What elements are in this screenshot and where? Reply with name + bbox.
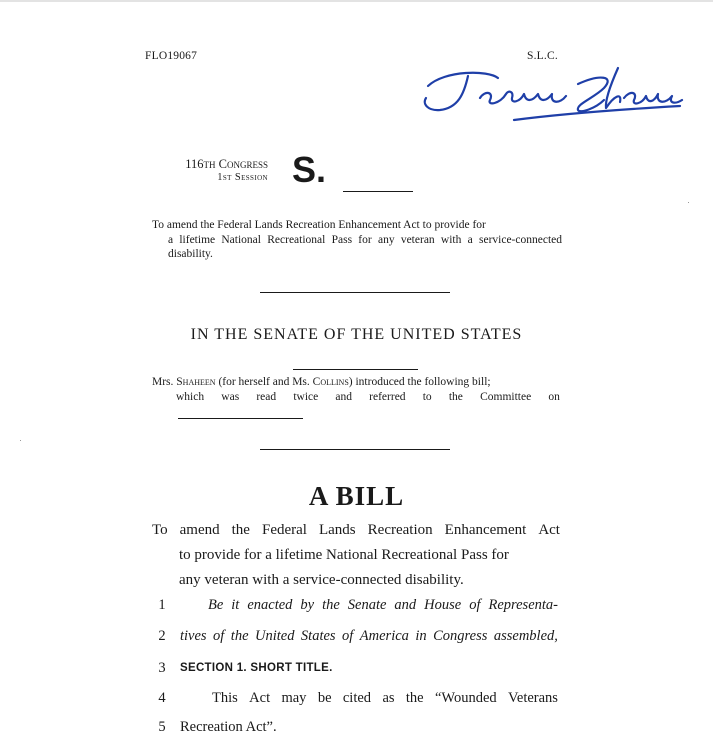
bill-number-prefix: S.: [292, 149, 327, 190]
section-heading: SECTION 1. SHORT TITLE.: [180, 662, 333, 674]
chamber-heading: IN THE SENATE OF THE UNITED STATES: [190, 326, 523, 343]
slc-marker: S.L.C.: [527, 50, 558, 62]
enacting-clause-line2: tives of the United States of America in Congress assembled,: [180, 628, 558, 644]
document-id: FLO19067: [145, 50, 198, 62]
bill-long-title: [152, 518, 560, 593]
line-number: 4: [158, 690, 166, 706]
cosponsor-name: Collins: [312, 376, 349, 388]
line-number: 3: [158, 660, 166, 676]
scan-edge: [0, 0, 713, 2]
line-number: 5: [158, 719, 166, 735]
short-summary-line1: To amend the Federal Lands Recreation Enhancement Act to provide for: [152, 219, 486, 231]
short-summary-rest: a lifetime National Recreational Pass for any veteran with a service-connected disability.: [168, 233, 562, 260]
signature-image: [410, 64, 685, 134]
short-summary: [152, 218, 562, 262]
introduction-line2: which was read twice and referred to the Committee on: [176, 391, 560, 403]
sponsor-name: Shaheen: [176, 376, 216, 388]
scan-speck: [688, 202, 689, 203]
line-number: 2: [158, 628, 166, 644]
committee-blank: [178, 418, 303, 419]
bill-title-line2: to provide for a lifetime National Recreational Pass for: [179, 547, 509, 563]
short-title-line2: Recreation Act”.: [180, 719, 277, 735]
line-number: 1: [158, 597, 166, 613]
bill-number-blank: [343, 191, 413, 192]
separator-rule-short: [293, 369, 418, 370]
session-number: 1st Session: [217, 172, 268, 183]
short-title-line1: This Act may be cited as the “Wounded Veterans: [212, 690, 558, 706]
bill-heading: A BILL: [308, 481, 405, 511]
enacting-clause-line1: Be it enacted by the Senate and House of Representa-: [208, 597, 558, 613]
separator-rule: [260, 292, 450, 293]
congress-number: 116th Congress: [185, 157, 268, 171]
bill-title-line1: To amend the Federal Lands Recreation Enhancement Act: [152, 522, 560, 538]
introduction-statement: [152, 375, 560, 405]
svg-text:Jeanne Shaheen: Jeanne Shaheen: [410, 132, 417, 133]
bill-title-line3: any veteran with a service-connected disability.: [179, 572, 464, 588]
congress-session: [174, 157, 268, 185]
introduction-line1: Mrs. Shaheen (for herself and Ms. Collins) introduced the following bill;: [152, 376, 491, 388]
separator-rule: [260, 449, 450, 450]
scan-speck: [20, 440, 21, 441]
